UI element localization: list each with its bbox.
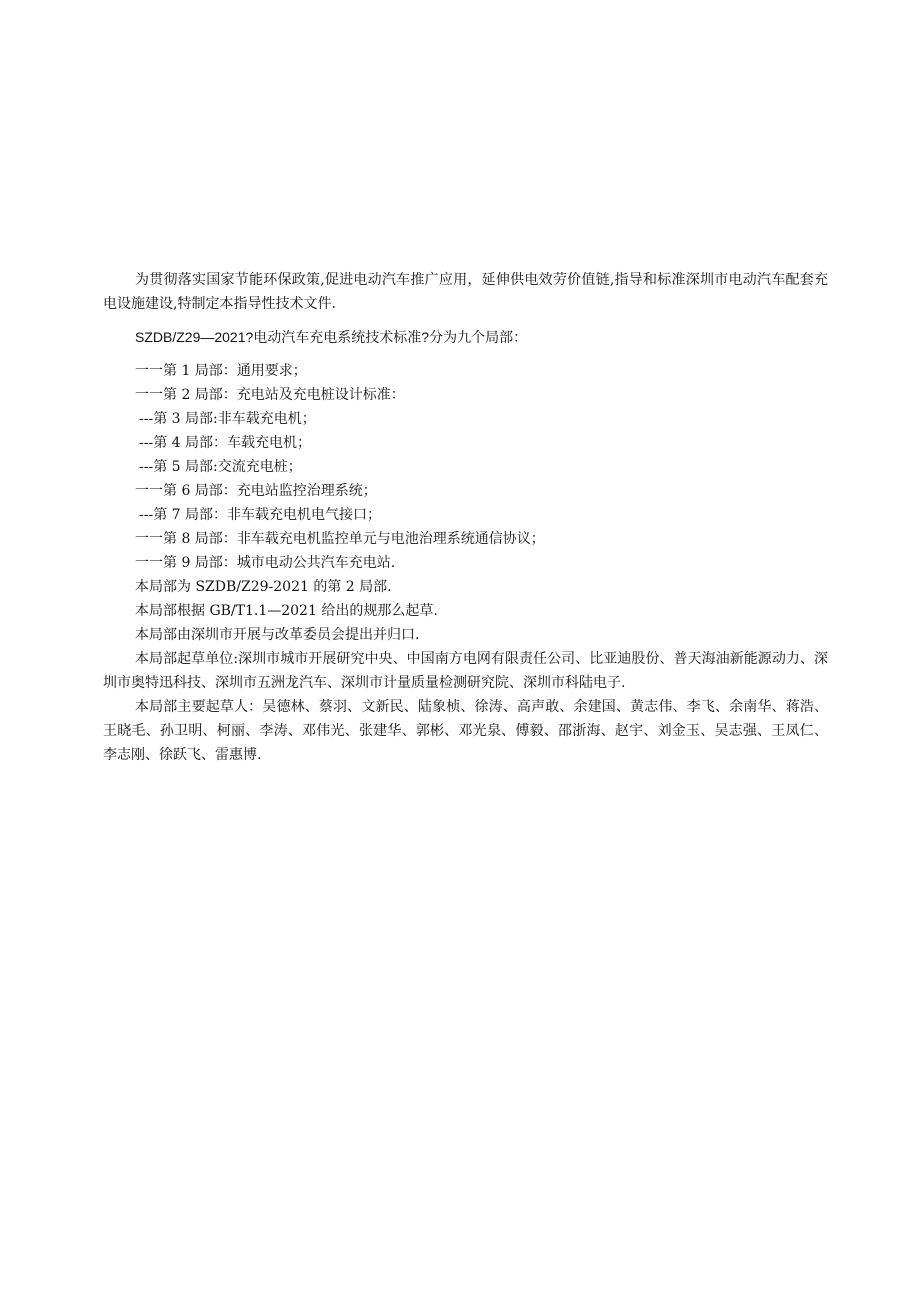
part-item-8 xyxy=(103,527,828,551)
parts-list xyxy=(103,359,828,575)
part-item-4 xyxy=(103,431,828,455)
part-item-text: 交流充电桩； xyxy=(217,459,302,475)
part-item-prefix: ---第 5 局部: xyxy=(139,459,218,475)
part-item-text: 非车载充电机电气接口； xyxy=(227,507,381,523)
standard-title-line: SZDB/Z29—2021?电动汽车充电系统技术标准?分为九个局部： xyxy=(135,329,528,345)
part-item-text: 充电站及充电桩设计标准： xyxy=(236,387,405,403)
drafters-paragraph: 本局部主要起草人：吴德林、蔡羽、文新民、陆象桢、徐涛、高声敢、余建国、黄志伟、李飞、余南华、蒋浩、王晓毛、孙卫明、柯丽、李涛、邓伟光、张建华、郭彬、邓光泉、傅毅、邵浙海、赵宇、刘金玉、吴志强、王凤仁、李志刚、徐跃飞、雷惠博. xyxy=(103,699,828,763)
part-item-1 xyxy=(103,359,828,383)
part-item-prefix: 一一第 8 局部： xyxy=(135,531,237,547)
part-item-prefix: ---第 4 局部： xyxy=(139,435,227,451)
part-item-prefix: ---第 3 局部: xyxy=(139,411,218,427)
part-item-prefix: 一一第 9 局部： xyxy=(135,555,237,571)
part-of-statement: 本局部为 SZDB/Z29-2021 的第 2 局部. xyxy=(135,579,392,595)
foreword-section xyxy=(103,268,828,767)
part-item-text: 充电站监控治理系统； xyxy=(236,483,377,499)
part-item-7 xyxy=(103,503,828,527)
part-item-6 xyxy=(103,479,828,503)
drafting-basis-statement: 本局部根据 GB/T1.1—2021 给出的规那么起草. xyxy=(135,603,438,619)
drafting-units-paragraph: 本局部起草单位:深圳市城市开展研究中央、中国南方电网有限责任公司、比亚迪股份、普天海油新能源动力、深圳市奥特迅科技、深圳市五洲龙汽车、深圳市计量质量检测研究院、深圳市科陆电子. xyxy=(103,651,828,691)
part-item-text: 非车载充电机监控单元与电池治理系统通信协议； xyxy=(236,531,545,547)
part-item-2 xyxy=(103,383,828,407)
part-item-text: 通用要求； xyxy=(236,363,307,379)
part-item-text: 城市电动公共汽车充电站. xyxy=(236,555,396,571)
proposed-by-statement: 本局部由深圳市开展与改革委员会提出并归口. xyxy=(135,627,420,643)
part-item-prefix: 一一第 6 局部： xyxy=(135,483,237,499)
part-item-5 xyxy=(103,455,828,479)
part-item-text: 车载充电机； xyxy=(227,435,311,451)
intro-paragraph: 为贯彻落实国家节能环保政策,促进电动汽车推广应用，延伸供电效劳价值链,指导和标准深圳市电动汽车配套充电设施建设,特制定本指导性技术文件. xyxy=(103,272,828,312)
part-item-prefix: 一一第 1 局部： xyxy=(135,363,237,379)
part-item-prefix: ---第 7 局部： xyxy=(139,507,227,523)
part-item-9 xyxy=(103,551,828,575)
part-item-prefix: 一一第 2 局部： xyxy=(135,387,237,403)
part-item-3 xyxy=(103,407,828,431)
part-item-text: 非车载充电机； xyxy=(217,411,316,427)
